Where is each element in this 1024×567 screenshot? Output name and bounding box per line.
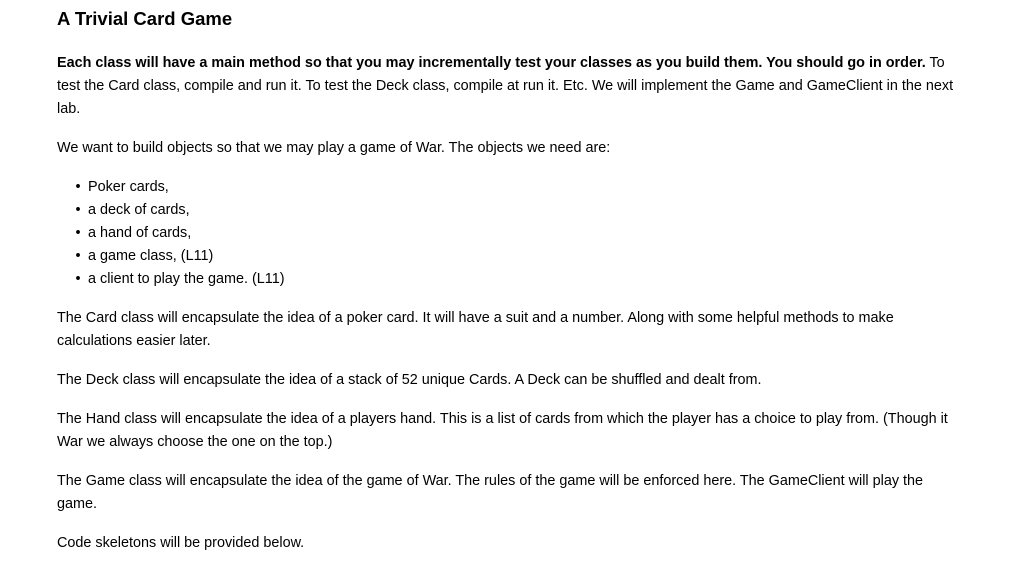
list-item [75, 222, 964, 245]
bullet-icon: • [75, 248, 81, 264]
list-item [75, 199, 964, 222]
list-item-text: a deck of cards, [88, 202, 190, 218]
deck-class-paragraph: The Deck class will encapsulate the idea of a stack of 52 unique Cards. A Deck can be shuffled and dealt from. [57, 372, 762, 388]
objects-intro-paragraph: We want to build objects so that we may play a game of War. The objects we need are: [57, 140, 611, 156]
list-item [75, 245, 964, 268]
list-item-text: a client to play the game. (L11) [88, 271, 285, 287]
objects-list [57, 176, 964, 291]
intro-paragraph [57, 52, 964, 121]
list-item-text: Poker cards, [88, 179, 169, 195]
intro-rest-text: To test the Card class, compile and run it. To test the Deck class, compile at run it. Etc. We will implement the Game and GameClient in the next lab. [57, 55, 954, 117]
list-item [75, 176, 964, 199]
list-item-text: a hand of cards, [88, 225, 192, 241]
game-class-paragraph: The Game class will encapsulate the idea of the game of War. The rules of the game will be enforced here. The GameClient will play the game. [57, 473, 924, 512]
skeleton-note-paragraph: Code skeletons will be provided below. [57, 535, 305, 551]
list-item [75, 268, 964, 291]
page-title: A Trivial Card Game [57, 8, 233, 29]
bullet-icon: • [75, 225, 81, 241]
intro-bold-text: Each class will have a main method so that you may incrementally test your classes as you build them. You should go in order. [57, 55, 926, 71]
bullet-icon: • [75, 179, 81, 195]
list-item-text: a game class, (L11) [88, 248, 214, 264]
bullet-icon: • [75, 271, 81, 287]
card-class-paragraph: The Card class will encapsulate the idea of a poker card. It will have a suit and a number. Along with some helpful methods to make calculations easier later. [57, 310, 894, 349]
bullet-icon: • [75, 202, 81, 218]
hand-class-paragraph: The Hand class will encapsulate the idea of a players hand. This is a list of cards from which the player has a choice to play from. (Though it War we always choose the one on the top.) [57, 411, 948, 450]
